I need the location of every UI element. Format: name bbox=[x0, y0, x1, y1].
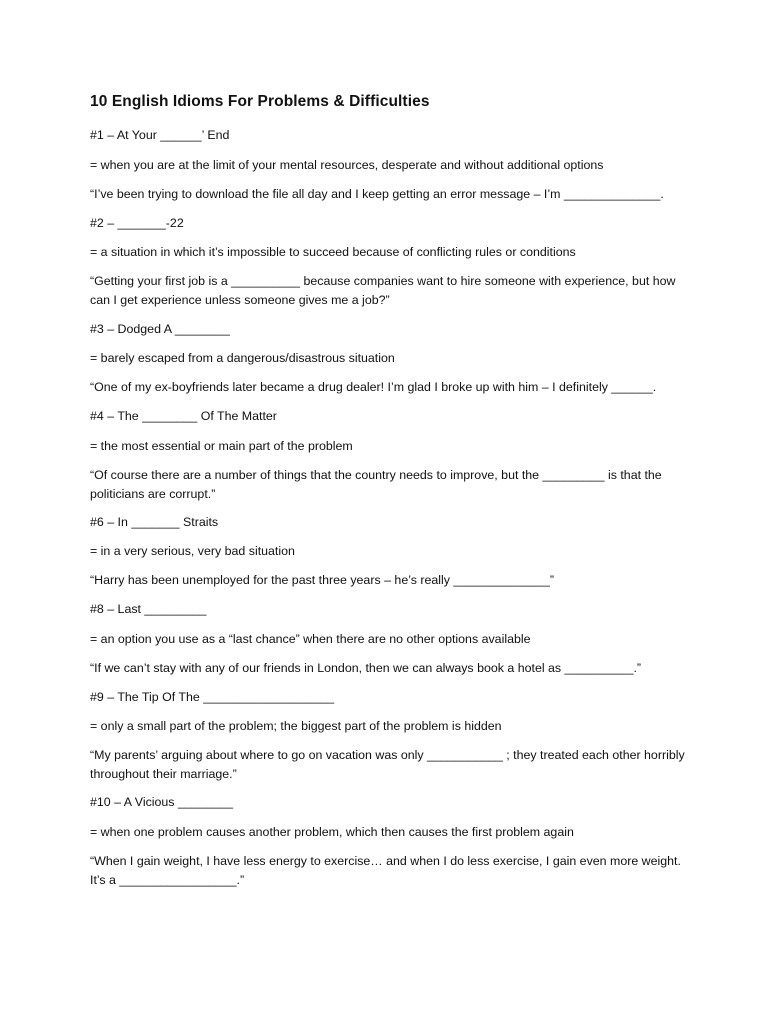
idiom-3-example: “One of my ex-boyfriends later became a drug dealer! I’m glad I broke up with him – I definitely ______. bbox=[90, 380, 657, 394]
idiom-10-heading: #10 – A Vicious ________ bbox=[90, 795, 234, 809]
idiom-1-example: “I’ve been trying to download the file all day and I keep getting an error message – I’m ______________. bbox=[90, 187, 664, 201]
idiom-4-example: “Of course there are a number of things that the country needs to improve, but the _________ is that the politicians are corrupt.” bbox=[90, 468, 662, 501]
idiom-10-example: “When I gain weight, I have less energy to exercise… and when I do less exercise, I gain even more weight. It’s a _________________.” bbox=[90, 854, 681, 887]
idiom-1-definition: = when you are at the limit of your mental resources, desperate and without additional options bbox=[90, 158, 604, 172]
idiom-3-heading: #3 – Dodged A ________ bbox=[90, 322, 230, 336]
idiom-9-heading: #9 – The Tip Of The ___________________ bbox=[90, 690, 335, 704]
idiom-6-definition: = in a very serious, very bad situation bbox=[90, 544, 295, 558]
idiom-6-example: “Harry has been unemployed for the past three years – he’s really ______________” bbox=[90, 573, 555, 587]
document-title: 10 English Idioms For Problems & Difficulties bbox=[90, 93, 430, 110]
idiom-4-definition: = the most essential or main part of the problem bbox=[90, 439, 353, 453]
idiom-1-heading: #1 – At Your ______’ End bbox=[90, 128, 230, 142]
idiom-2-example: “Getting your first job is a __________ because companies want to hire someone with experience, but how can I get experience unless someone gives me a job?” bbox=[90, 274, 676, 307]
idiom-8-definition: = an option you use as a “last chance” when there are no other options available bbox=[90, 632, 531, 646]
idiom-4-heading: #4 – The ________ Of The Matter bbox=[90, 409, 277, 423]
idiom-8-heading: #8 – Last _________ bbox=[90, 602, 207, 616]
idiom-2-heading: #2 – _______-22 bbox=[90, 216, 184, 230]
idiom-8-example: “If we can’t stay with any of our friends in London, then we can always book a hotel as __________.” bbox=[90, 661, 642, 675]
idiom-10-definition: = when one problem causes another problem, which then causes the first problem again bbox=[90, 825, 574, 839]
idiom-2-definition: = a situation in which it’s impossible to succeed because of conflicting rules or conditions bbox=[90, 245, 576, 259]
idiom-6-heading: #6 – In _______ Straits bbox=[90, 515, 219, 529]
idiom-3-definition: = barely escaped from a dangerous/disastrous situation bbox=[90, 351, 395, 365]
idiom-9-example: “My parents’ arguing about where to go on vacation was only ___________ ; they treated each other horribly throughout their marriage.” bbox=[90, 748, 685, 781]
idiom-9-definition: = only a small part of the problem; the biggest part of the problem is hidden bbox=[90, 719, 502, 733]
